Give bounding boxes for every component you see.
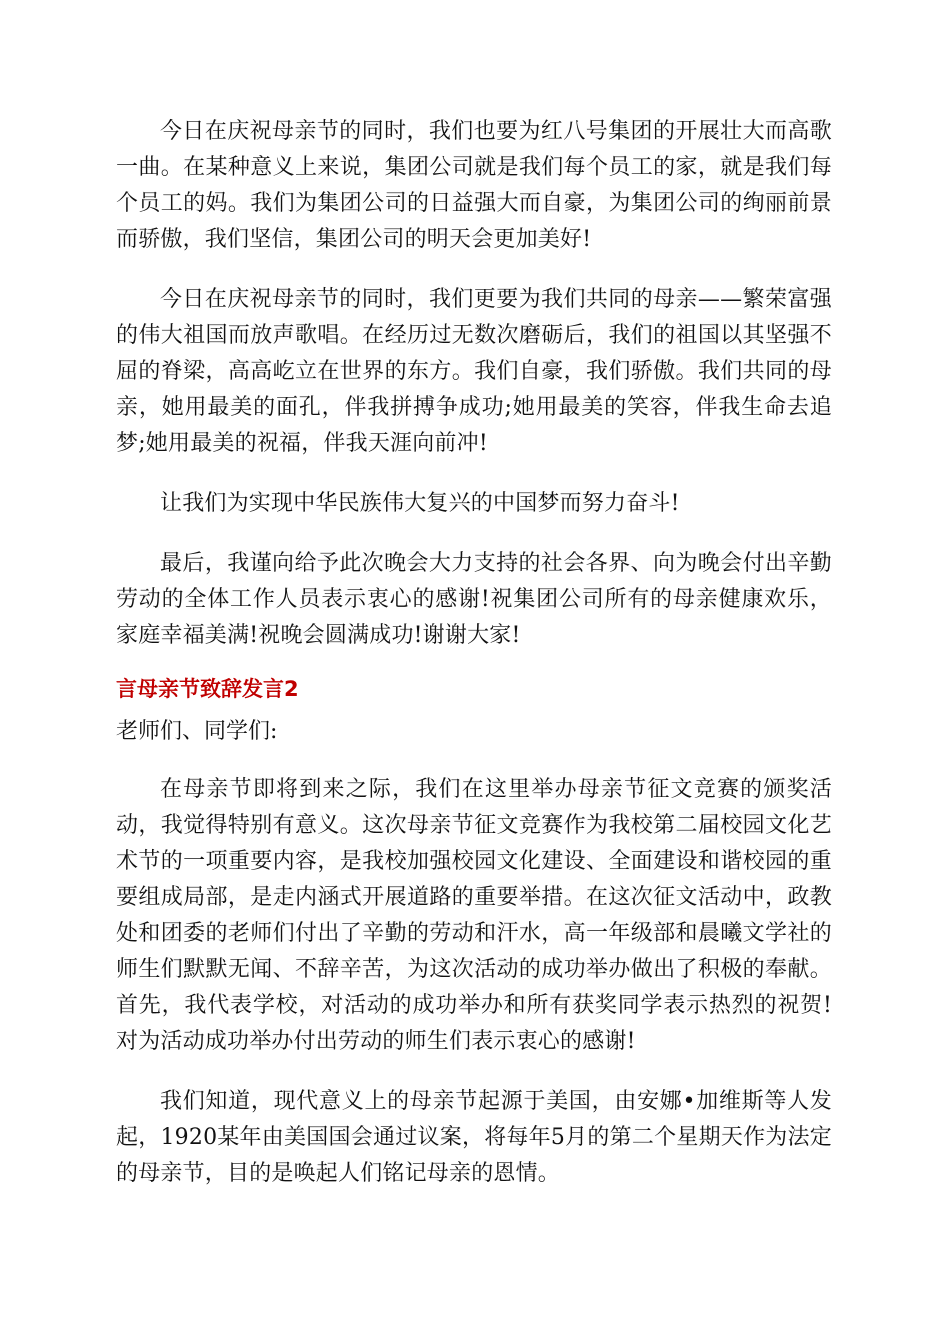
paragraph-celebrate-motherland: 今日在庆祝母亲节的同时，我们更要为我们共同的母亲——繁荣富强的伟大祖国而放声歌唱。在经历过无数次磨砺后，我们的祖国以其坚强不屈的脊梁，高高屹立在世界的东方。我们自豪，我们骄傲。我们共同的母亲，她用最美的面孔，伴我拼搏争成功;她用最美的笑容，伴我生命去追梦;她用最美的祝福，伴我天涯向前冲!: [116, 287, 832, 456]
paragraph-essay-contest: 在母亲节即将到来之际，我们在这里举办母亲节征文竞赛的颁奖活动，我觉得特别有意义。这次母亲节征文竞赛作为我校第二届校园文化艺术节的一项重要内容，是我校加强校园文化建设、全面建设和谐校园的重要组成局部，是走内涵式开展道路的重要举措。在这次征文活动中，政教处和团委的老师们付出了辛勤的劳动和汗水，高一年级部和晨曦文学社的师生们默默无闻、不辞辛苦，为这次活动的成功举办做出了积极的奉献。首先，我代表学校，对活动的成功举办和所有获奖同学表示热烈的祝贺!对为活动成功举办付出劳动的师生们表示衷心的感谢!: [116, 777, 832, 1054]
paragraph-mothers-day-origin: 我们知道，现代意义上的母亲节起源于美国，由安娜•加维斯等人发起，1920某年由美国国会通过议案，将每年5月的第二个星期天作为法定的母亲节，目的是唤起人们铭记母亲的恩情。: [116, 1089, 832, 1186]
paragraph-thanks: 最后，我谨向给予此次晚会大力支持的社会各界、向为晚会付出辛勤劳动的全体工作人员表示衷心的感谢!祝集团公司所有的母亲健康欢乐，家庭幸福美满!祝晚会圆满成功!谢谢大家!: [116, 551, 832, 648]
paragraph-chinese-dream: 让我们为实现中华民族伟大复兴的中国梦而努力奋斗!: [160, 491, 680, 516]
section-heading: 言母亲节致辞发言2: [116, 677, 299, 701]
paragraph-celebrate-group: 今日在庆祝母亲节的同时，我们也要为红八号集团的开展壮大而高歌一曲。在某种意义上来说，集团公司就是我们每个员工的家，就是我们每个员工的妈。我们为集团公司的日益强大而自豪，为集团公司的绚丽前景而骄傲，我们坚信，集团公司的明天会更加美好!: [116, 119, 832, 252]
salutation: 老师们、同学们:: [116, 719, 278, 744]
